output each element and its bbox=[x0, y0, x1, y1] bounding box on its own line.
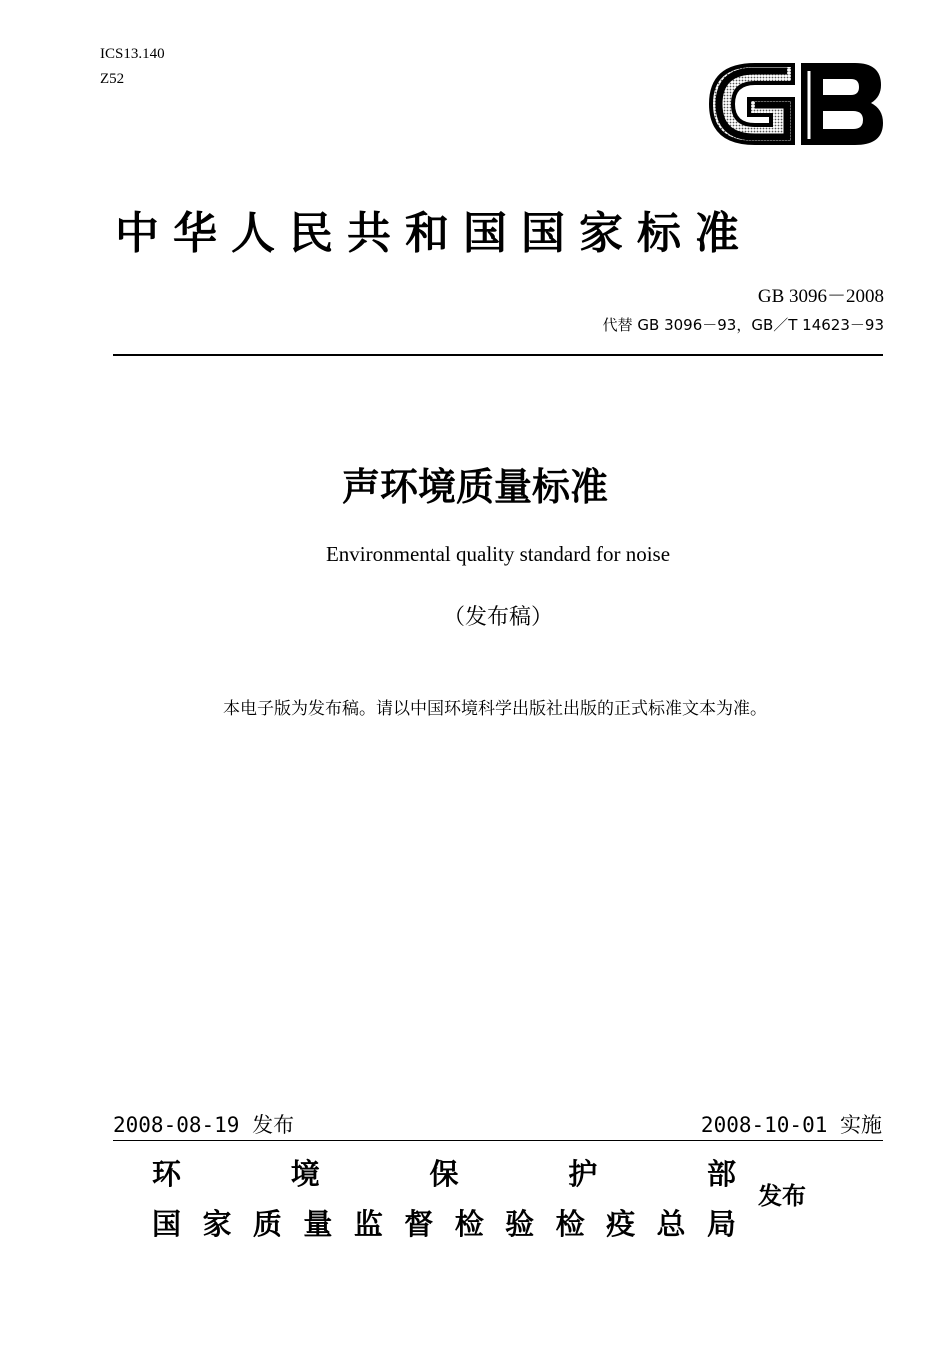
effective-date: 2008-10-01 实施 bbox=[700, 1113, 882, 1137]
document-title: 声环境质量标准 bbox=[341, 465, 608, 509]
issuer-char: 护 bbox=[568, 1156, 598, 1191]
issuer-char: 境 bbox=[290, 1156, 320, 1191]
gb-logo bbox=[705, 55, 885, 153]
draft-label: （发布稿） bbox=[442, 605, 553, 630]
issuer-char: 检 bbox=[454, 1206, 484, 1241]
issuer-char: 疫 bbox=[606, 1206, 636, 1241]
classification-code: Z52 bbox=[100, 71, 125, 87]
issuer-char: 国 bbox=[152, 1206, 182, 1241]
document-title-english: Environmental quality standard for noise bbox=[325, 542, 671, 566]
issuer-char: 督 bbox=[404, 1206, 434, 1241]
issuer-char: 部 bbox=[706, 1156, 736, 1191]
issuer-aqsiq bbox=[152, 1202, 736, 1242]
issued-by-label: 发布 bbox=[758, 1182, 806, 1210]
issue-date: 2008-08-19 发布 bbox=[113, 1113, 295, 1137]
issuer-char: 保 bbox=[429, 1156, 459, 1191]
ics-code: ICS13.140 bbox=[100, 46, 165, 62]
edition-notice: 本电子版为发布稿。请以中国环境科学出版社出版的正式标准文本为准。 bbox=[223, 699, 767, 719]
issuer-char: 质 bbox=[252, 1206, 282, 1241]
issuer-ministry bbox=[152, 1152, 736, 1192]
standard-number: GB 3096－2008 bbox=[757, 286, 884, 307]
issuer-char: 监 bbox=[353, 1206, 383, 1241]
issuer-char: 检 bbox=[555, 1206, 585, 1241]
national-standard-title: 中华人民共和国国家标准 bbox=[115, 208, 753, 259]
issuer-char: 局 bbox=[706, 1206, 736, 1241]
issuer-char: 家 bbox=[202, 1206, 232, 1241]
issuer-char: 量 bbox=[303, 1206, 333, 1241]
top-divider bbox=[113, 354, 883, 356]
bottom-divider bbox=[113, 1140, 883, 1141]
issuer-char: 总 bbox=[656, 1206, 686, 1241]
replaces-standards: 代替 GB 3096－93，GB／T 14623－93 bbox=[602, 316, 884, 334]
issuer-char: 环 bbox=[152, 1156, 182, 1191]
issuer-char: 验 bbox=[505, 1206, 535, 1241]
